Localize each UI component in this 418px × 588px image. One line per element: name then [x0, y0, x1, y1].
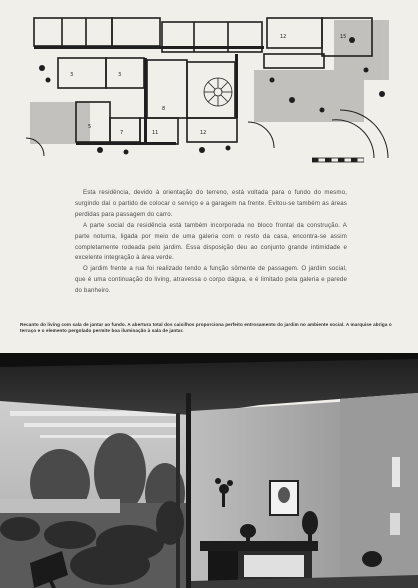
room-label: 11 [152, 130, 159, 136]
paragraph: A parte social da residência está também incorporada no bloco frontal da construção. A parte noturna, ligada por meio de uma galeria com o resto da casa, encontra-se assim completamente rodeada pelo jardim. Essa disposição deu ao conjunto grande intimidade e excelente integração à área verde. [75, 221, 347, 262]
room-label: 7 [120, 130, 124, 136]
body-text [75, 188, 347, 297]
room-label: 15 [340, 34, 347, 40]
floor-plan [22, 10, 396, 160]
room-label: 12 [200, 130, 207, 136]
room-label: 5 [88, 124, 92, 130]
room-label: 8 [162, 106, 166, 112]
scale-bar [312, 157, 364, 163]
room-label: 3 [118, 72, 122, 78]
paragraph: O jardim frente a rua foi realizado tendo a função sômente de passagem. O jardim social, que é uma continuação do living, atravessa o corpo dágua, e é limitado pela galeria e parede do banheiro. [75, 265, 347, 295]
room-label: 3 [70, 72, 74, 78]
living-room-photo [0, 353, 418, 588]
photo-caption: Recanto do living com sala de jantar ao fundo. A abertura total dos caixilhos proporciona perfeito entrosamento do jardim no ambiente social. A marquise abriga o terraço e o elemento pergolado permite boa iluminação à sala de jantar. [20, 322, 392, 334]
room-label: 12 [280, 34, 287, 40]
paragraph: Esta residência, devido à orientação do terreno, está voltada para o fundo do mesmo, surgindo daí o partido de colocar o serviço e a garagem na frente. Evitou-se também as áreas perdidas para passagem do carro. [75, 189, 347, 218]
